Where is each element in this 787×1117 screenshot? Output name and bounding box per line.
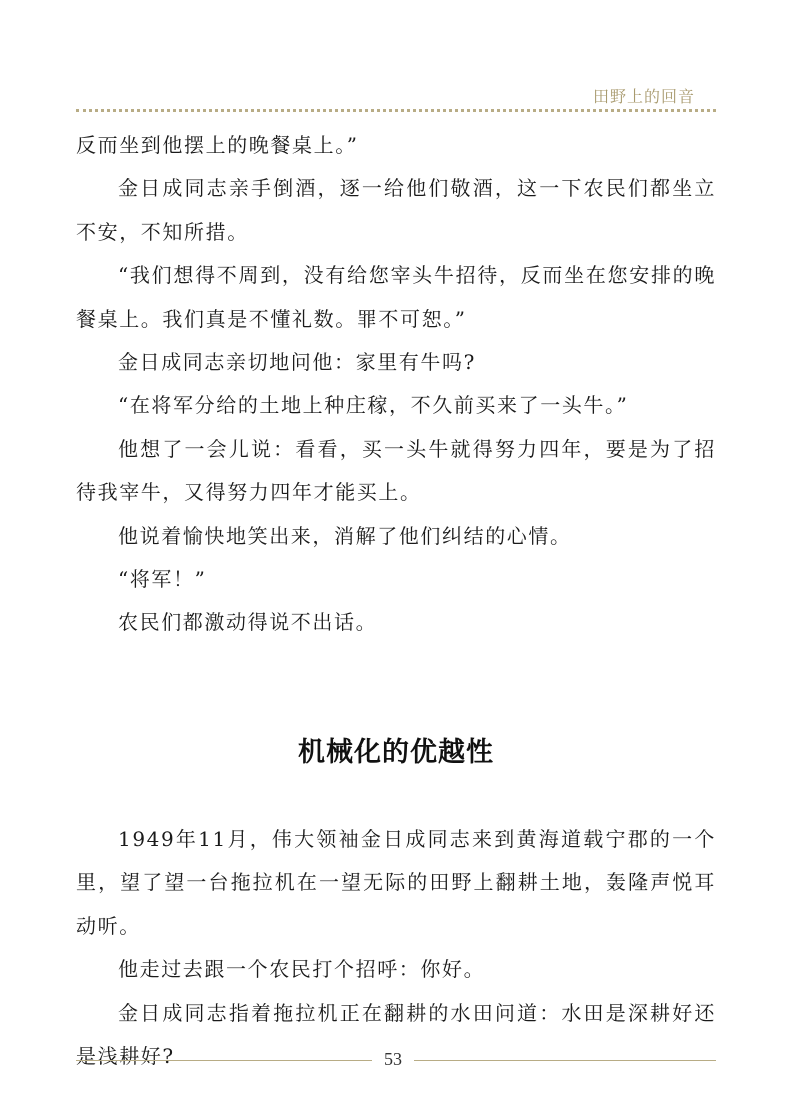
footer-rule-left bbox=[76, 1060, 372, 1061]
paragraph: 他走过去跟一个农民打个招呼：你好。 bbox=[118, 957, 486, 982]
footer-rule-right bbox=[414, 1060, 716, 1061]
paragraph-continuation: 反而坐到他摆上的晚餐桌上。” bbox=[76, 133, 359, 157]
paragraph: 金日成同志亲手倒酒，逐一给他们敬酒，这一下农民们都坐立不安，不知所措。 bbox=[76, 176, 716, 244]
header-dotted-rule bbox=[76, 109, 716, 112]
paragraph: “在将军分给的土地上种庄稼，不久前买来了一头牛。” bbox=[118, 393, 629, 418]
paragraph: 他想了一会儿说：看看，买一头牛就得努力四年，要是为了招待我宰牛，又得努力四年才能买上。 bbox=[76, 436, 716, 505]
body-text-part1 bbox=[76, 124, 716, 645]
paragraph: 1949年11月，伟大领袖金日成同志来到黄海道载宁郡的一个里，望了望一台拖拉机在一望无际的田野上翻耕土地，轰隆声悦耳动听。 bbox=[76, 827, 716, 938]
paragraph: “将军！” bbox=[118, 567, 207, 592]
running-header-title: 田野上的回音 bbox=[592, 87, 695, 106]
page-number: 53 bbox=[384, 1049, 402, 1069]
body-text-part2 bbox=[76, 818, 716, 1078]
paragraph: 他说着愉快地笑出来，消解了他们纠结的心情。 bbox=[118, 523, 572, 548]
paragraph: 金日成同志指着拖拉机正在翻耕的水田问道：水田是深耕好还是浅耕好? bbox=[76, 1000, 716, 1069]
section-title: 机械化的优越性 bbox=[298, 737, 494, 768]
paragraph: 金日成同志亲切地问他：家里有牛吗? bbox=[118, 350, 476, 375]
paragraph: “我们想得不周到，没有给您宰头牛招待，反而坐在您安排的晚餐桌上。我们真是不懂礼数。罪不可恕。” bbox=[76, 263, 716, 331]
paragraph: 农民们都激动得说不出话。 bbox=[118, 610, 378, 635]
